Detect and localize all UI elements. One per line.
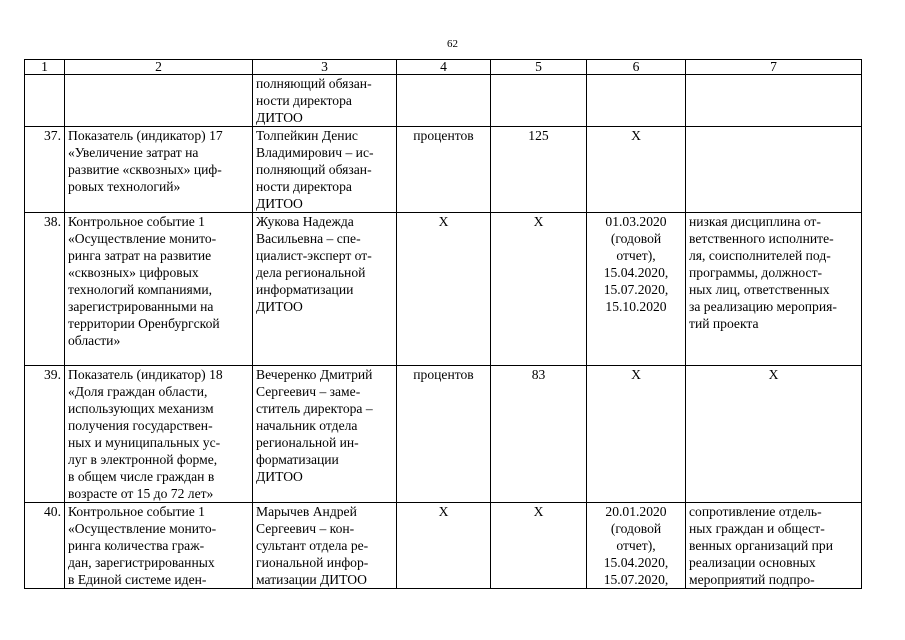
value-cell xyxy=(491,503,587,589)
table-row xyxy=(25,127,862,213)
cell-line: технологий компаниями, xyxy=(68,282,213,297)
cell-line: сультант отдела ре- xyxy=(256,538,369,553)
cell-line: (годовой xyxy=(610,521,662,536)
cell-line: полняющий обязан- xyxy=(256,162,372,177)
cell-line: луг в электронной форме, xyxy=(68,452,218,467)
cell-line: ности директора xyxy=(256,93,352,108)
header-cell-6: 6 xyxy=(587,60,686,75)
cell-line: сопротивление отдель- xyxy=(689,504,822,519)
cell-line: ля, соисполнителей под- xyxy=(689,248,831,263)
cell-line: ринга количества граж- xyxy=(68,538,205,553)
cell-line: 83 xyxy=(531,367,546,382)
cell-line: процентов xyxy=(413,367,474,382)
cell-line: Х xyxy=(533,214,544,229)
row-number-cell xyxy=(25,75,65,127)
cell-line: ДИТОО xyxy=(256,110,303,125)
row-number-cell: 38. xyxy=(25,213,65,366)
responsible-cell xyxy=(253,75,397,127)
row-number-cell: 40. xyxy=(25,503,65,589)
cell-line: 15.07.2020, xyxy=(603,282,669,297)
value-cell xyxy=(491,366,587,503)
date-cell xyxy=(587,213,686,366)
page-number: 62 xyxy=(447,38,458,50)
cell-line: реализации основных xyxy=(689,555,816,570)
table-row xyxy=(25,75,862,127)
date-cell xyxy=(587,75,686,127)
cell-line: ститель директора – xyxy=(256,401,373,416)
unit-cell xyxy=(397,366,491,503)
header-cell-7: 7 xyxy=(686,60,862,75)
cell-line: развитие «сквозных» циф- xyxy=(68,162,222,177)
unit-cell xyxy=(397,213,491,366)
cell-line: 15.04.2020, xyxy=(603,265,669,280)
cell-line: дан, зарегистрированных xyxy=(68,555,215,570)
cell-line: Жукова Надежда xyxy=(256,214,354,229)
risk-cell xyxy=(686,503,862,589)
cell-line: венных организаций при xyxy=(689,538,833,553)
cell-line: циалист-эксперт от- xyxy=(256,248,372,263)
cell-line: «Осуществление монито- xyxy=(68,521,217,536)
cell-line: Владимирович – ис- xyxy=(256,145,374,160)
cell-line: Вечеренко Дмитрий xyxy=(256,367,373,382)
table-row xyxy=(25,503,862,589)
cell-line: ровых технологий» xyxy=(68,179,181,194)
cell-line: в общем числе граждан в xyxy=(68,469,215,484)
cell-line: ных граждан и общест- xyxy=(689,521,825,536)
cell-line: Х xyxy=(631,367,641,382)
cell-line: возрасте от 15 до 72 лет» xyxy=(68,486,214,501)
indicator-cell xyxy=(65,213,253,366)
cell-line: программы, должност- xyxy=(689,265,823,280)
cell-line: «Осуществление монито- xyxy=(68,231,217,246)
cell-line: «Увеличение затрат на xyxy=(68,145,199,160)
cell-line: Показатель (индикатор) 18 xyxy=(68,367,223,382)
cell-line: низкая дисциплина от- xyxy=(689,214,821,229)
cell-line: Сергеевич – кон- xyxy=(256,521,355,536)
cell-line: использующих механизм xyxy=(68,401,214,416)
cell-line: Васильевна – спе- xyxy=(256,231,361,246)
date-cell xyxy=(587,503,686,589)
cell-line: ных и муниципальных ус- xyxy=(68,435,221,450)
cell-line: получения государствен- xyxy=(68,418,213,433)
unit-cell xyxy=(397,503,491,589)
risk-cell xyxy=(686,127,862,213)
value-cell xyxy=(491,75,587,127)
cell-line: ных лиц, ответственных xyxy=(689,282,830,297)
cell-line: за реализацию мероприя- xyxy=(689,299,837,314)
cell-line: Х xyxy=(533,504,544,519)
value-cell xyxy=(491,127,587,213)
unit-cell xyxy=(397,127,491,213)
cell-line: 01.03.2020 xyxy=(605,214,667,229)
header-cell-3: 3 xyxy=(253,60,397,75)
cell-line: 20.01.2020 xyxy=(605,504,667,519)
responsible-cell xyxy=(253,503,397,589)
indicator-cell xyxy=(65,503,253,589)
responsible-cell xyxy=(253,213,397,366)
header-cell-2: 2 xyxy=(65,60,253,75)
row-number-cell: 39. xyxy=(25,366,65,503)
cell-line: в Единой системе иден- xyxy=(68,572,207,587)
cell-line: гиональной инфор- xyxy=(256,555,369,570)
value-cell xyxy=(491,213,587,366)
cell-line: Сергеевич – заме- xyxy=(256,384,361,399)
cell-line: (годовой xyxy=(610,231,662,246)
cell-line: полняющий обязан- xyxy=(256,76,372,91)
cell-line: ринга затрат на развитие xyxy=(68,248,212,263)
row-number-cell: 37. xyxy=(25,127,65,213)
cell-line: Х xyxy=(768,367,779,382)
risk-cell xyxy=(686,366,862,503)
cell-line: тий проекта xyxy=(689,316,759,331)
cell-line: 125 xyxy=(528,128,549,143)
unit-cell xyxy=(397,75,491,127)
cell-line: «сквозных» цифровых xyxy=(68,265,199,280)
cell-line: ности директора xyxy=(256,179,352,194)
header-cell-4: 4 xyxy=(397,60,491,75)
cell-line: Марычев Андрей xyxy=(256,504,357,519)
cell-line: Показатель (индикатор) 17 xyxy=(68,128,223,143)
header-cell-5: 5 xyxy=(491,60,587,75)
cell-line: Х xyxy=(438,214,449,229)
events-table xyxy=(24,59,862,589)
responsible-cell xyxy=(253,127,397,213)
cell-line: ДИТОО xyxy=(256,196,303,211)
cell-line: региональной ин- xyxy=(256,435,359,450)
cell-line: области» xyxy=(68,333,121,348)
cell-line: мероприятий подпро- xyxy=(689,572,815,587)
cell-line: матизации ДИТОО xyxy=(256,572,367,587)
indicator-cell xyxy=(65,127,253,213)
cell-line: Контрольное событие 1 xyxy=(68,214,205,229)
header-row xyxy=(25,60,862,75)
cell-line: дела региональной xyxy=(256,265,366,280)
cell-line: Толпейкин Денис xyxy=(256,128,358,143)
date-cell xyxy=(587,127,686,213)
cell-line: Контрольное событие 1 xyxy=(68,504,205,519)
cell-line: отчет), xyxy=(616,538,656,553)
cell-line: процентов xyxy=(413,128,474,143)
cell-line: ДИТОО xyxy=(256,469,303,484)
cell-line: ДИТОО xyxy=(256,299,303,314)
indicator-cell xyxy=(65,75,253,127)
cell-line: форматизации xyxy=(256,452,339,467)
table-row xyxy=(25,366,862,503)
cell-line: 15.04.2020, xyxy=(603,555,669,570)
cell-line: ветственного исполните- xyxy=(689,231,834,246)
header-cell-1: 1 xyxy=(25,60,65,75)
cell-line: начальник отдела xyxy=(256,418,358,433)
risk-cell xyxy=(686,75,862,127)
date-cell xyxy=(587,366,686,503)
cell-line: территории Оренбургской xyxy=(68,316,220,331)
cell-line: отчет), xyxy=(616,248,656,263)
responsible-cell xyxy=(253,366,397,503)
cell-line: 15.10.2020 xyxy=(605,299,667,314)
risk-cell xyxy=(686,213,862,366)
cell-line: информатизации xyxy=(256,282,354,297)
cell-line: зарегистрированными на xyxy=(68,299,214,314)
table-row xyxy=(25,213,862,366)
cell-line: «Доля граждан области, xyxy=(68,384,208,399)
cell-line: 15.07.2020, xyxy=(603,572,669,587)
cell-line: Х xyxy=(631,128,641,143)
cell-line: Х xyxy=(438,504,449,519)
indicator-cell xyxy=(65,366,253,503)
